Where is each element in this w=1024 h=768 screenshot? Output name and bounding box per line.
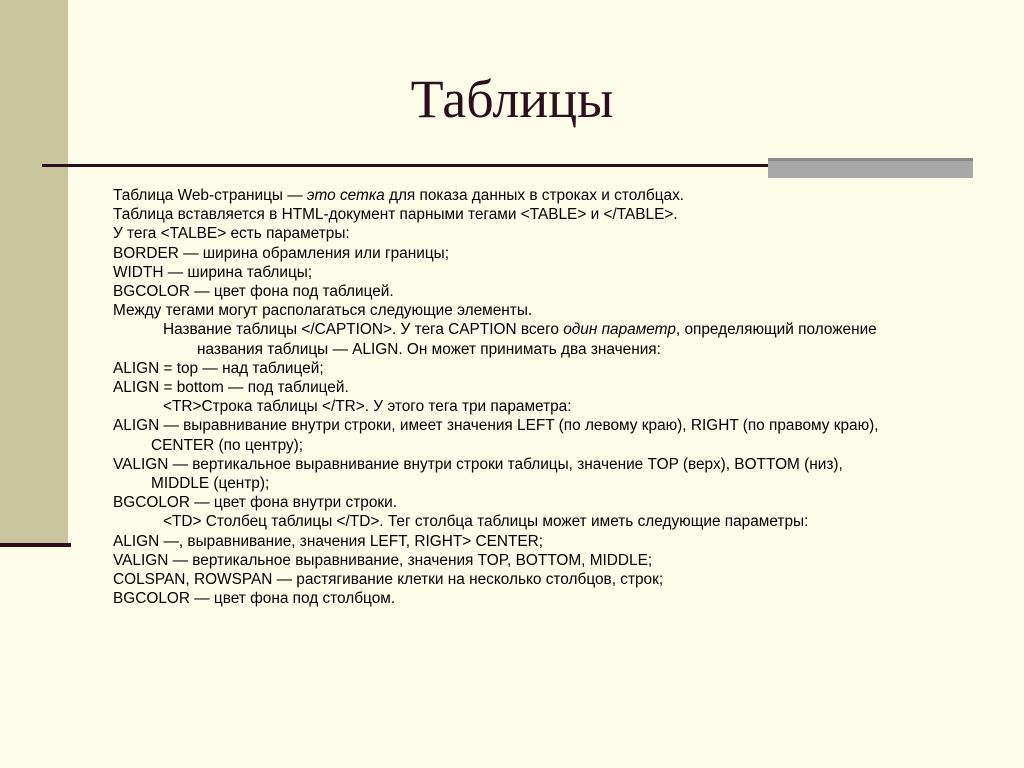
body-line: У тега <TALBE> есть параметры: bbox=[113, 225, 350, 243]
body-line: <TD> Столбец таблицы </TD>. Тег столбца таблицы может иметь следующие параметры: bbox=[163, 513, 809, 531]
body-line: VALIGN — вертикальное выравнивание внутри строки таблицы, значение TOP (верх), BOTTOM (низ), bbox=[113, 455, 843, 473]
body-line: Таблица Web-страницы — это сетка для показа данных в строках и столбцах. bbox=[113, 187, 685, 204]
body-line: MIDDLE (центр); bbox=[151, 475, 270, 493]
body-line: BGCOLOR — цвет фона внутри строки. bbox=[113, 494, 397, 512]
slide-body bbox=[113, 186, 983, 608]
body-line: WIDTH — ширина таблицы; bbox=[113, 263, 313, 281]
body-line: COLSPAN, ROWSPAN — растягивание клетки на несколько столбцов, строк; bbox=[113, 571, 664, 589]
body-line: ALIGN = top — над таблицей; bbox=[113, 359, 324, 377]
body-line: ALIGN —, выравнивание, значения LEFT, RIGHT> CENTER; bbox=[113, 532, 544, 550]
body-line: CENTER (по центру); bbox=[151, 436, 304, 454]
body-line: названия таблицы — ALIGN. Он может принимать два значения: bbox=[197, 340, 661, 358]
body-line: <TR>Строка таблицы </TR>. У этого тега три параметра: bbox=[163, 398, 572, 416]
slide-title: Таблицы bbox=[410, 69, 614, 129]
body-line: Название таблицы </CAPTION>. У тега CAPTION всего один параметр, определяющий положение bbox=[163, 321, 877, 339]
title-accent-bar bbox=[768, 158, 973, 178]
body-line: BGCOLOR — цвет фона под таблицей. bbox=[113, 283, 394, 301]
body-line: ALIGN = bottom — под таблицей. bbox=[113, 379, 349, 397]
body-line: Таблица вставляется в HTML-документ парными тегами <TABLE> и </TABLE>. bbox=[113, 206, 678, 224]
body-line: VALIGN — вертикальное выравнивание, значения TOP, BOTTOM, MIDDLE; bbox=[113, 551, 653, 569]
body-line: Между тегами могут располагаться следующие элементы. bbox=[113, 302, 533, 320]
left-decor-rule bbox=[0, 543, 71, 547]
body-line: BGCOLOR — цвет фона под столбцом. bbox=[113, 590, 396, 608]
body-line: BORDER — ширина обрамления или границы; bbox=[113, 244, 449, 262]
body-line: ALIGN — выравнивание внутри строки, имеет значения LEFT (по левому краю), RIGHT (по правому краю), bbox=[113, 417, 879, 435]
